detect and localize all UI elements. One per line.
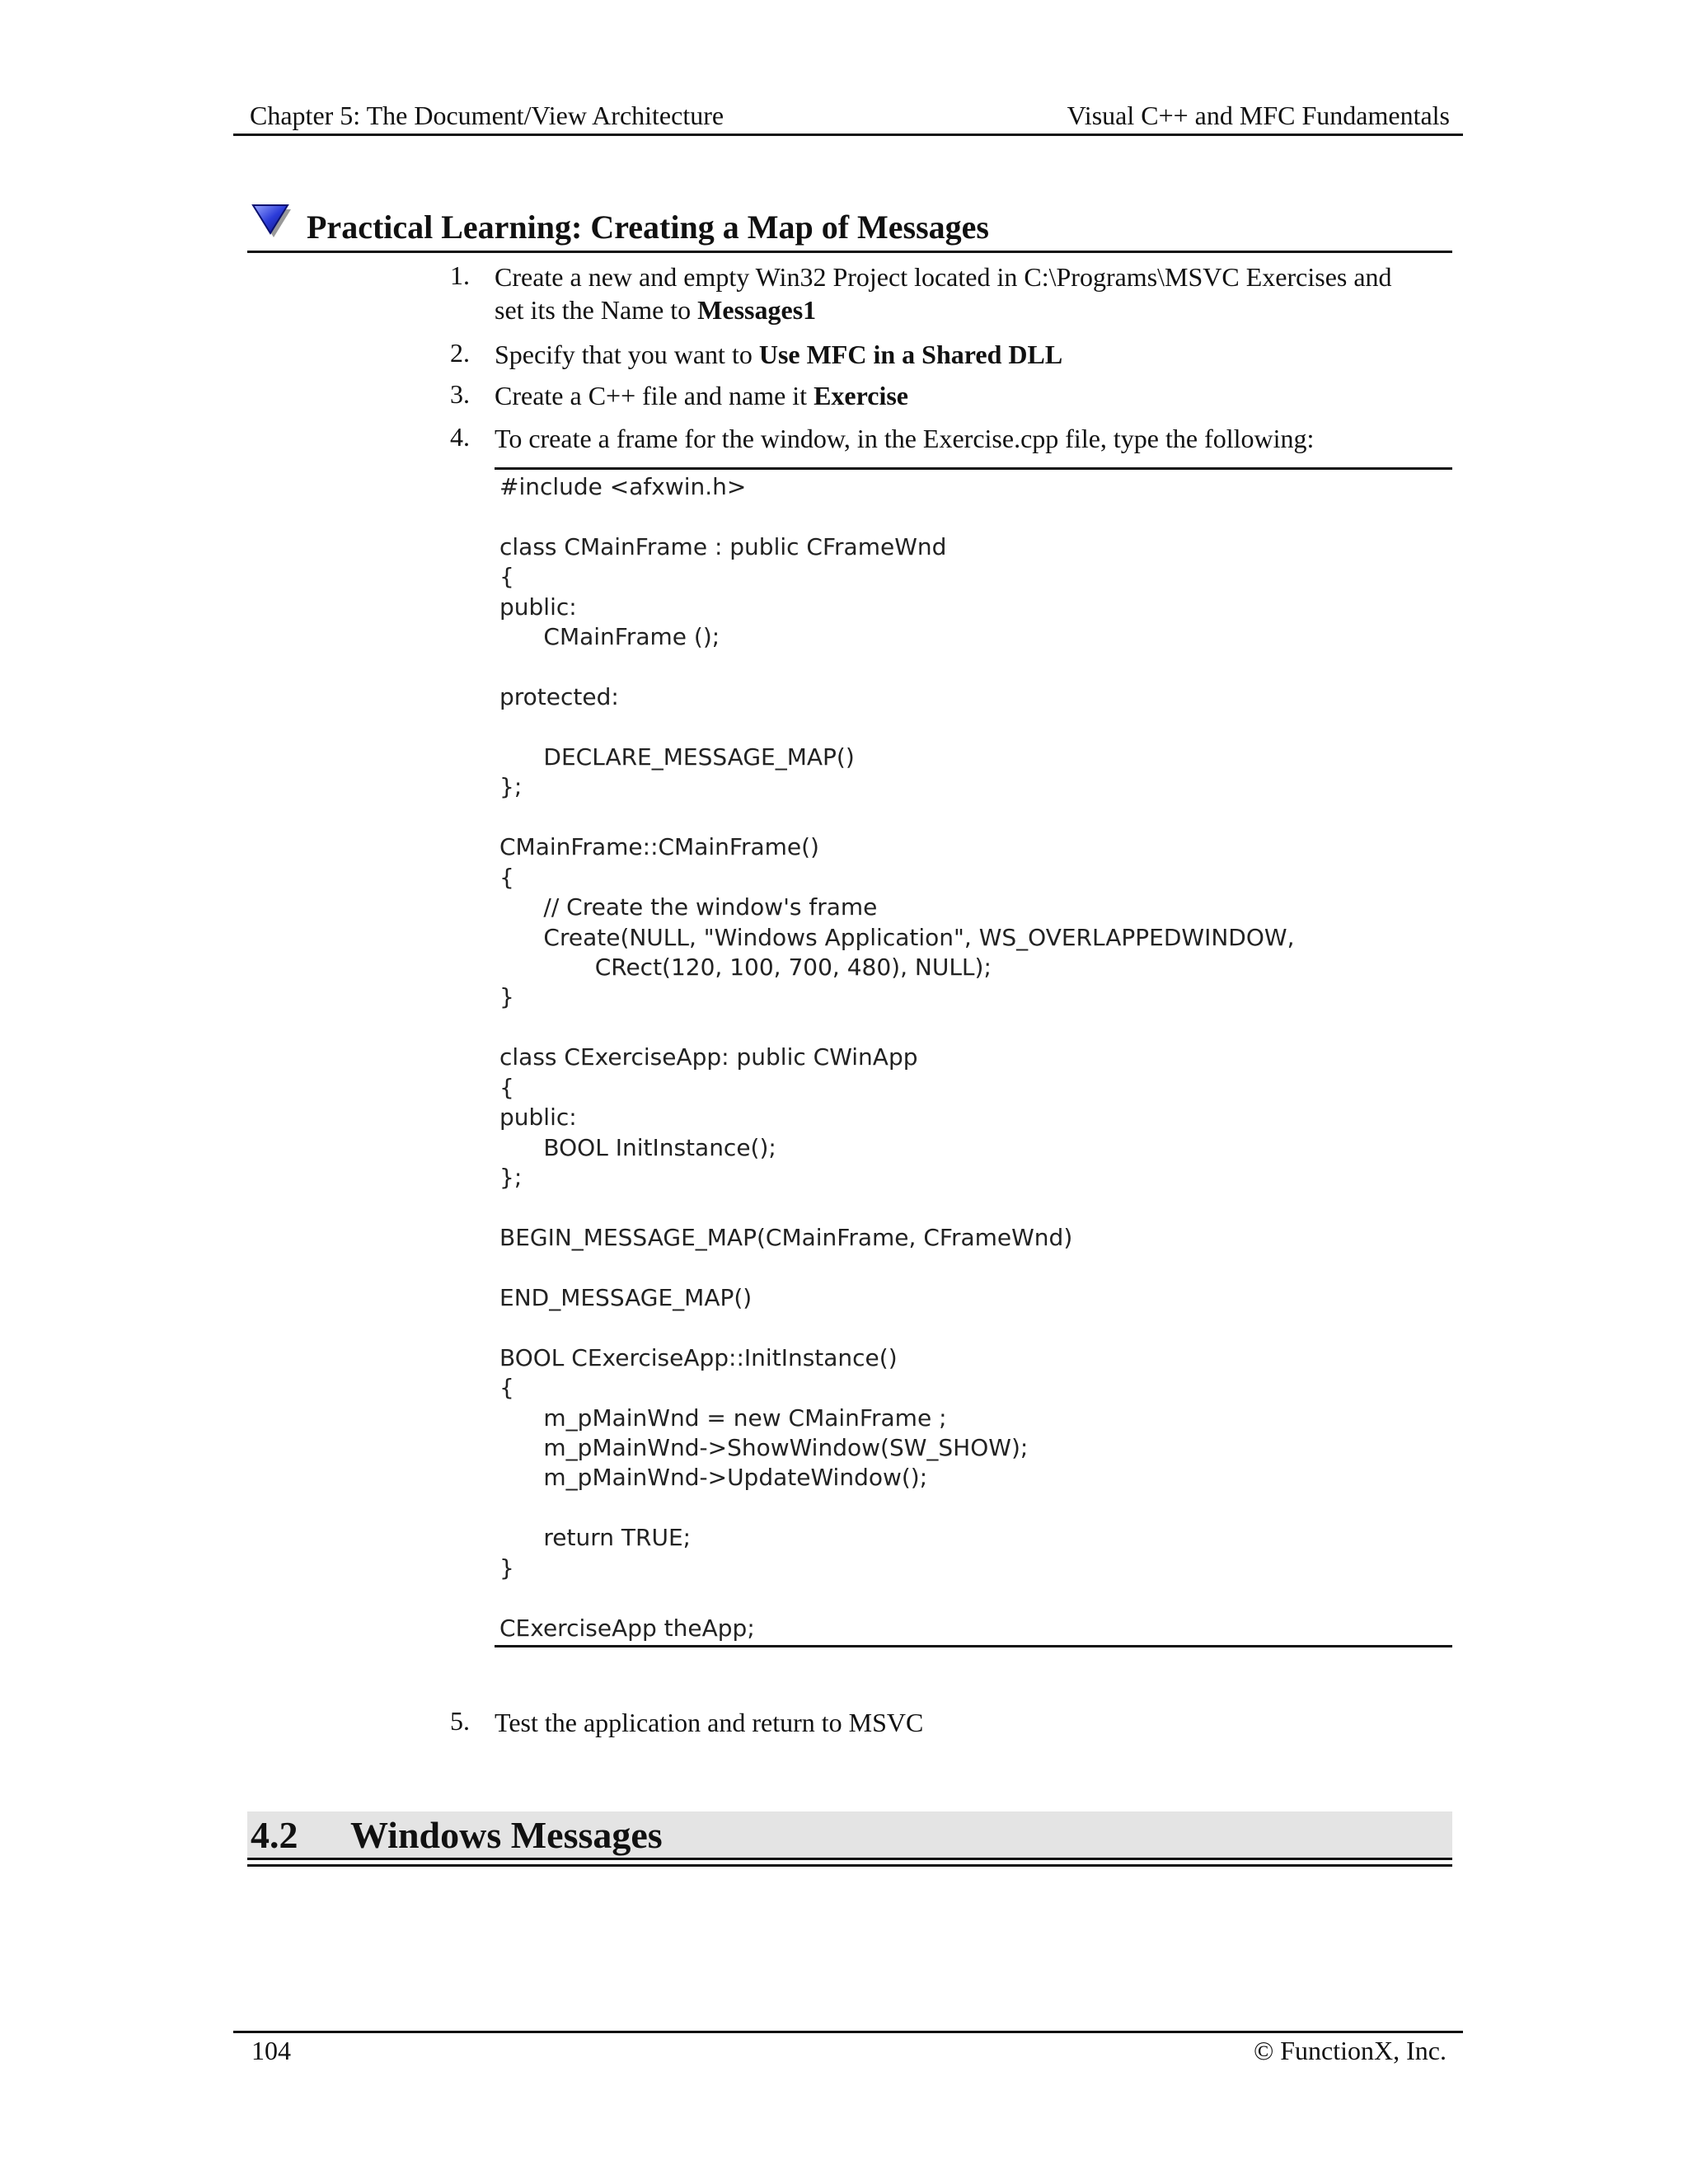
step-5-text: Test the application and return to MSVC <box>495 1708 924 1737</box>
code-line: m_pMainWnd->UpdateWindow(); <box>499 1464 928 1492</box>
code-line <box>499 1313 1447 1343</box>
practical-learning-title: Practical Learning: Creating a Map of Messages <box>307 209 989 246</box>
code-line: CExerciseApp theApp; <box>499 1614 755 1642</box>
code-line: // Create the window's frame <box>499 893 878 921</box>
section-number: 4.2 <box>251 1814 298 1856</box>
code-line: BEGIN_MESSAGE_MAP(CMainFrame, CFrameWnd) <box>499 1223 1073 1251</box>
code-line: m_pMainWnd->ShowWindow(SW_SHOW); <box>499 1434 1029 1461</box>
step-3-text <box>495 379 908 412</box>
code-line <box>499 653 1447 682</box>
file-name: Exercise <box>814 381 908 410</box>
step-3-label: Create a C++ file and name it <box>495 381 814 410</box>
code-line: m_pMainWnd = new CMainFrame ; <box>499 1404 947 1432</box>
code-line <box>499 502 1447 532</box>
chapter-title: Chapter 5: The Document/View Architecture <box>250 101 724 130</box>
code-line: { <box>499 863 514 891</box>
step-1-text <box>495 260 1459 326</box>
blue-down-triangle-icon <box>251 203 294 239</box>
code-line: { <box>499 1073 514 1101</box>
footer-rule <box>233 2031 1463 2033</box>
code-block <box>499 472 1447 1643</box>
step-2-text <box>495 338 1062 371</box>
code-line: public: <box>499 593 577 621</box>
code-line: CMainFrame::CMainFrame() <box>499 833 819 861</box>
code-line: DECLARE_MESSAGE_MAP() <box>499 743 855 771</box>
code-line: protected: <box>499 683 619 711</box>
code-line <box>499 1013 1447 1043</box>
step-number: 3. <box>450 379 470 409</box>
code-line <box>499 1253 1447 1282</box>
practical-learning-heading <box>247 206 1452 253</box>
code-line: BOOL CExerciseApp::InitInstance() <box>499 1343 898 1371</box>
code-line <box>499 1583 1447 1613</box>
step-1-line1: Create a new and empty Win32 Project located in C:\Programs\MSVC Exercises and <box>495 262 1392 292</box>
running-header <box>233 97 1463 136</box>
book-title: Visual C++ and MFC Fundamentals <box>1067 101 1450 130</box>
code-block-bottom-rule <box>495 1645 1452 1647</box>
code-line: class CMainFrame : public CFrameWnd <box>499 532 947 560</box>
code-line <box>499 1193 1447 1223</box>
code-block-top-rule <box>495 467 1452 470</box>
code-line: Create(NULL, "Windows Application", WS_OVERLAPPEDWINDOW, <box>499 923 1295 951</box>
section-heading <box>247 1811 1452 1860</box>
code-line: public: <box>499 1104 577 1132</box>
code-line: return TRUE; <box>499 1524 692 1552</box>
code-line: } <box>499 1554 514 1582</box>
code-line: } <box>499 983 514 1011</box>
code-line <box>499 803 1447 832</box>
step-number: 1. <box>450 260 470 290</box>
step-number: 2. <box>450 338 470 368</box>
code-line: CRect(120, 100, 700, 480), NULL); <box>499 954 992 981</box>
code-line: CMainFrame (); <box>499 623 720 651</box>
code-line: #include <afxwin.h> <box>499 473 747 500</box>
code-line: class CExerciseApp: public CWinApp <box>499 1043 918 1071</box>
step-1-line2: set its the Name to <box>495 295 698 325</box>
mfc-option: Use MFC in a Shared DLL <box>758 340 1063 369</box>
code-line: }; <box>499 773 523 801</box>
copyright: © FunctionX, Inc. <box>1253 2036 1447 2065</box>
code-line: END_MESSAGE_MAP() <box>499 1283 753 1311</box>
code-line <box>499 713 1447 743</box>
code-line: { <box>499 563 514 591</box>
step-2-label: Specify that you want to <box>495 340 759 369</box>
code-line: }; <box>499 1164 523 1192</box>
code-line: BOOL InitInstance(); <box>499 1133 776 1161</box>
step-4-text: To create a frame for the window, in the Exercise.cpp file, type the following: <box>495 424 1315 453</box>
page-number: 104 <box>251 2036 291 2065</box>
step-number: 5. <box>450 1706 470 1736</box>
project-name: Messages1 <box>697 295 817 325</box>
section-title: Windows Messages <box>350 1814 663 1856</box>
section-double-rule <box>247 1864 1452 1867</box>
code-line <box>499 1493 1447 1523</box>
step-number: 4. <box>450 422 470 452</box>
code-line: { <box>499 1374 514 1402</box>
